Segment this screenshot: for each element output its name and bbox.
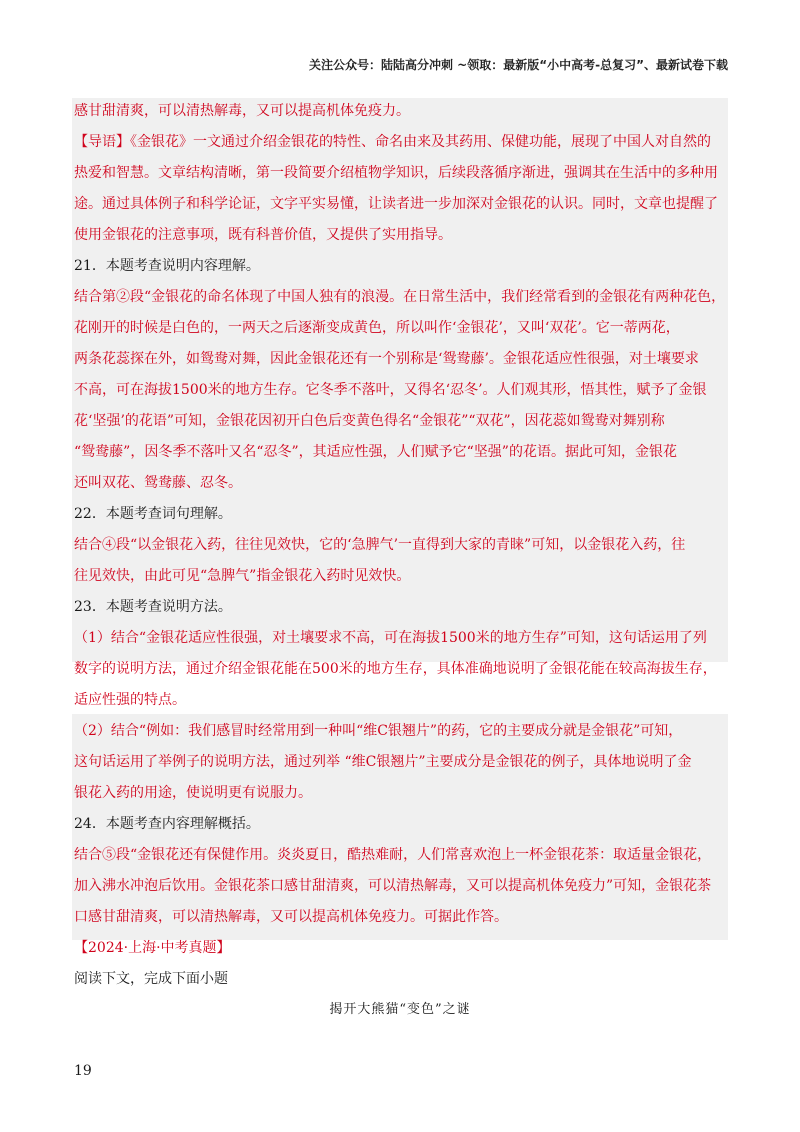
text-line: 还叫双花、鸳鸯藤、忍冬。	[74, 475, 242, 491]
text-line: 不高，可在海拔1500米的地方生存。它冬季不落叶，又得名‘忍冬’。人们观其形，悟其性，赋予了金银	[74, 382, 707, 398]
exam-source-tag: 【2024·上海·中考真题】	[74, 940, 231, 956]
question-heading: 21．本题考查说明内容理解。	[74, 258, 260, 274]
text-line: 口感甘甜清爽，可以清热解毒，又可以提高机体免疫力。可据此作答。	[74, 909, 508, 925]
question-heading: 24．本题考查内容理解概括。	[74, 816, 260, 832]
text-line: 结合第②段“金银花的命名体现了中国人独有的浪漫。在日常生活中，我们经常看到的金银花有两种花色，	[74, 289, 726, 305]
text-line: 途。通过具体例子和科学论证，文字平实易懂，让读者进一步加深对金银花的认识。同时，文章也提醒了	[74, 196, 718, 212]
page-number: 19	[74, 1063, 92, 1079]
page-header: 关注公众号：陆陆高分冲刺 ~领取：最新版“小中高考-总复习”、最新试卷下载	[309, 58, 728, 72]
text-line: 热爱和智慧。文章结构清晰，第一段简要介绍植物学知识，后续段落循序渐进，强调其在生活中的多种用	[74, 165, 718, 181]
text-line: 【导语】《金银花》一文通过介绍金银花的特性、命名由来及其药用、保健功能，展现了中国人对自然的	[74, 134, 711, 150]
text-line: 花刚开的时候是白色的，一两天之后逐渐变成黄色，所以叫作‘金银花’，又叫‘双花’。它一蒂两花，	[74, 320, 680, 336]
instruction-line: 阅读下文，完成下面小题	[74, 971, 228, 987]
question-heading: 23．本题考查说明方法。	[74, 599, 232, 615]
text-line: （1）结合“金银花适应性很强，对土壤要求不高，可在海拔1500米的地方生存”可知，这句话运用了列	[74, 630, 707, 646]
text-line: 这句话运用了举例子的说明方法，通过列举 “维C银翘片”主要成分是金银花的例子，具体地说明了金	[74, 754, 692, 770]
text-line: 使用金银花的注意事项，既有科普价值，又提供了实用指导。	[74, 227, 452, 243]
text-line: 加入沸水冲泡后饮用。金银花茶口感甘甜清爽，可以清热解毒，又可以提高机体免疫力”可知，金银花茶	[74, 878, 712, 894]
text-line: 往见效快，由此可见“急脾气”指金银花入药时见效快。	[74, 568, 411, 584]
question-heading: 22．本题考查词句理解。	[74, 506, 232, 522]
text-line: 数字的说明方法，通过介绍金银花能在500米的地方生存，具体准确地说明了金银花能在较高海拔生存，	[74, 661, 717, 677]
text-line: 适应性强的特点。	[74, 692, 186, 708]
text-line: 感甘甜清爽，可以清热解毒，又可以提高机体免疫力。	[74, 103, 410, 119]
text-line: （2）结合“例如：我们感冒时经常用到一种叫“维C银翘片”的药，它的主要成分就是金银花”可知，	[74, 723, 683, 739]
text-line: 结合④段“以金银花入药，往往见效快，它的‘急脾气’一直得到大家的青睐”可知，以金银花入药，往	[74, 537, 686, 553]
text-line: 银花入药的用途，使说明更有说服力。	[74, 785, 312, 801]
essay-title: 揭开大熊猫“变色”之谜	[329, 1002, 471, 1017]
text-line: “鸳鸯藤”，因冬季不落叶又名“忍冬”，其适应性强，人们赋予它“坚强”的花语。据此可知，金银花	[74, 444, 677, 460]
text-line: 两条花蕊探在外，如鸳鸯对舞，因此金银花还有一个别称是‘鸳鸯藤’。金银花适应性很强，对土壤要求	[74, 351, 699, 367]
text-line: 花‘坚强’的花语”可知，金银花因初开白色后变黄色得名“金银花”“双花”，因花蕊如鸳鸯对舞别称	[74, 413, 665, 429]
text-line: 结合⑤段“金银花还有保健作用。炎炎夏日，酷热难耐，人们常喜欢泡上一杯金银花茶：取适量金银花，	[74, 847, 712, 863]
